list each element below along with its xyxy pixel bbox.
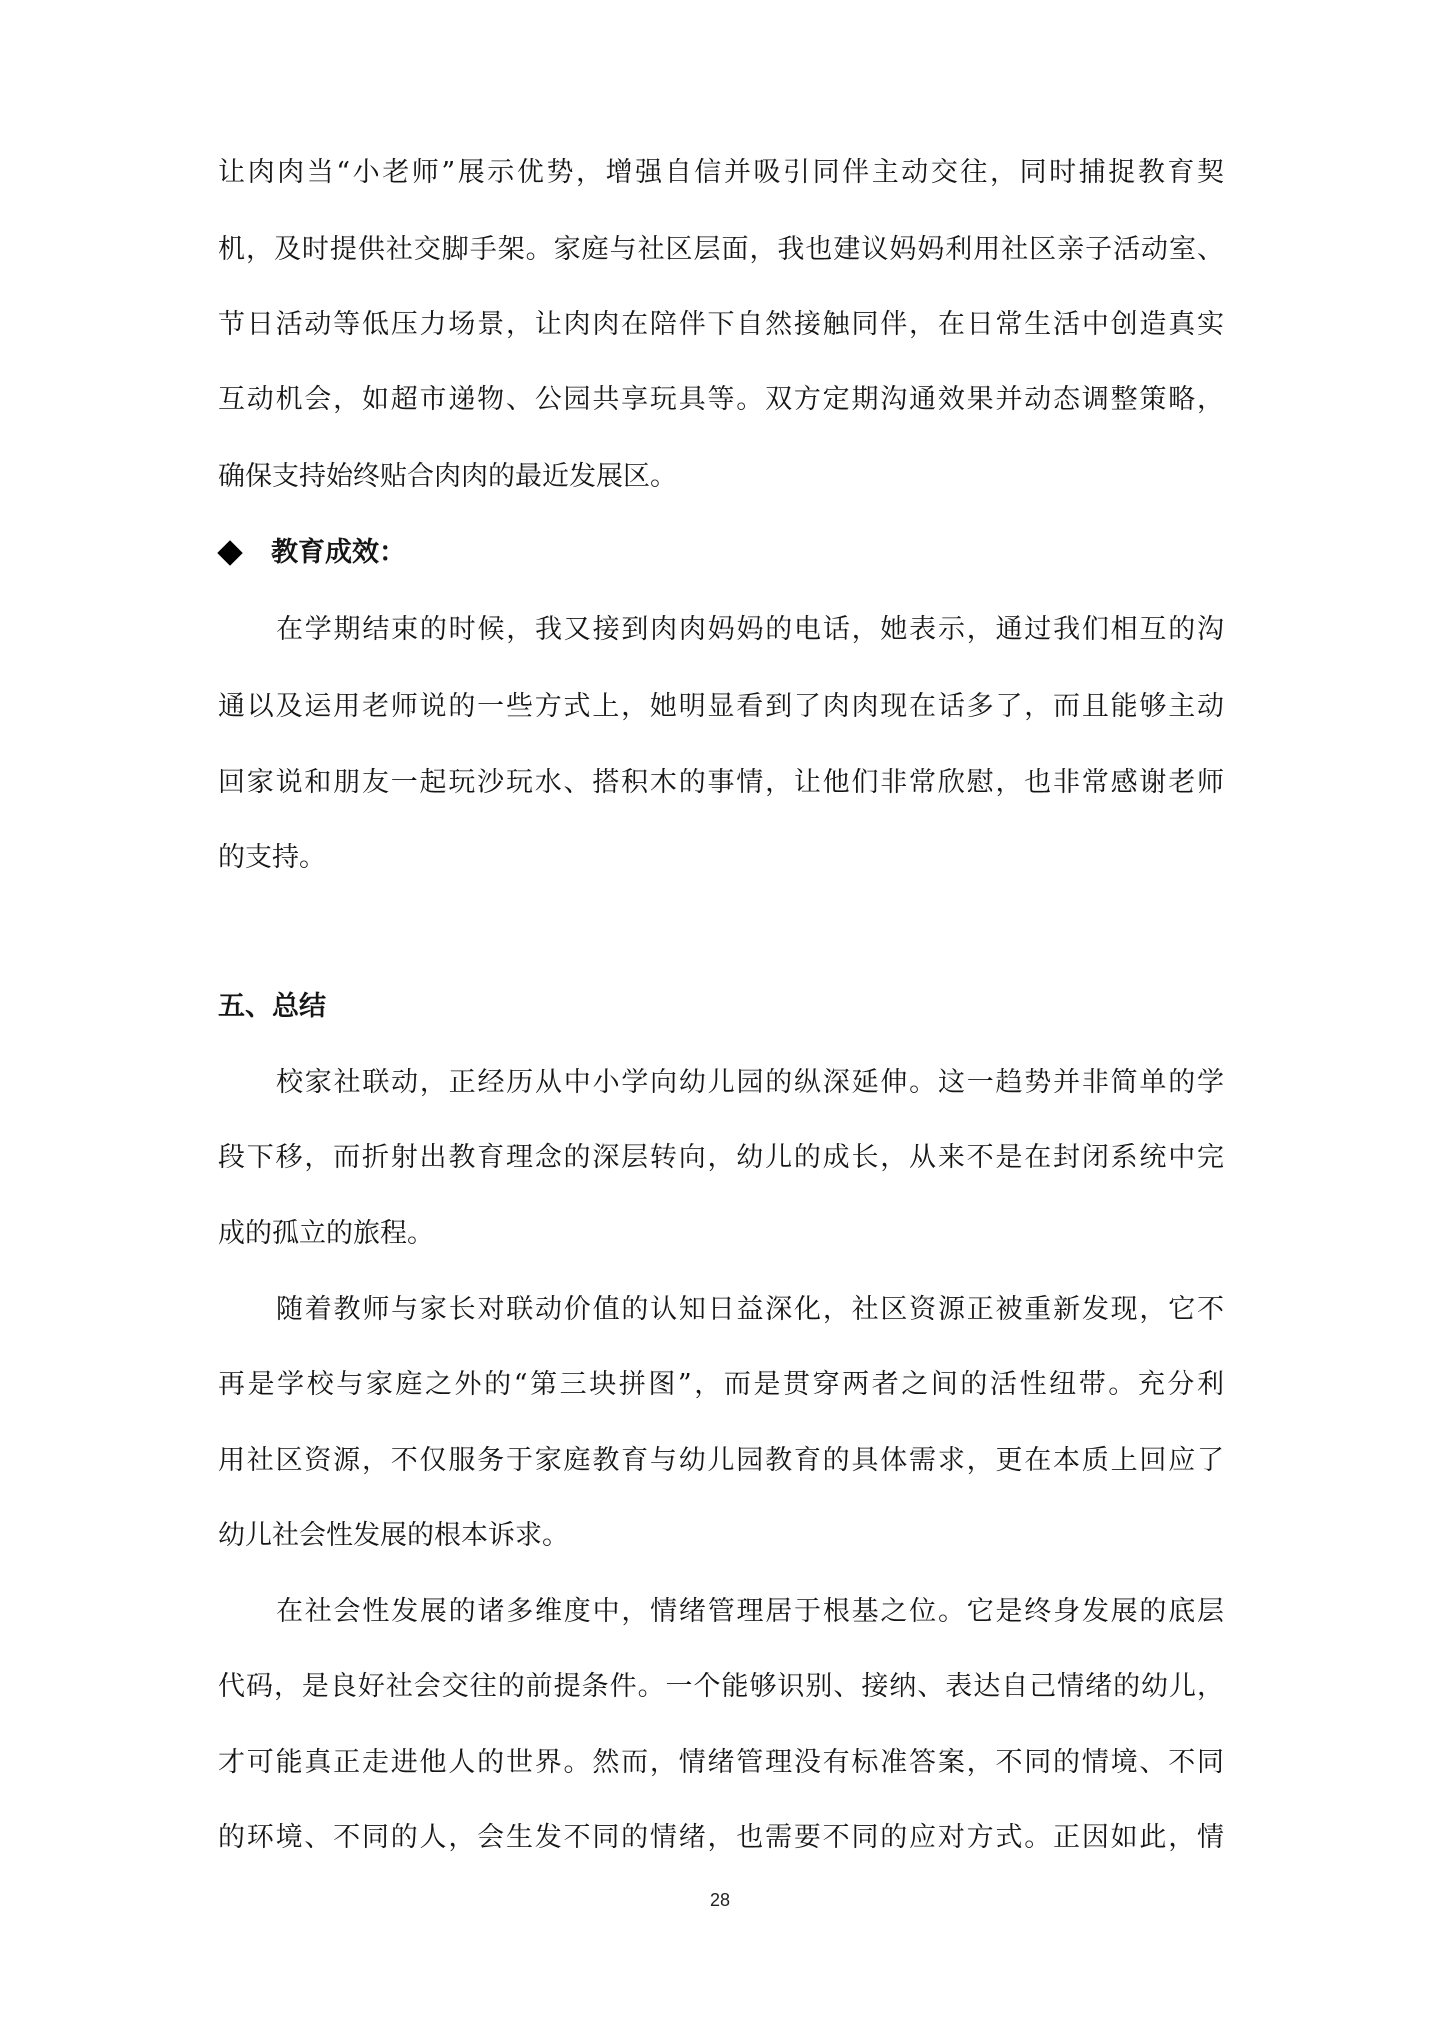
paragraph-line: 代码，是良好社会交往的前提条件。一个能够识别、接纳、表达自己情绪的幼儿， — [218, 1671, 1224, 1702]
paragraph-line: 的支持。 — [218, 842, 326, 873]
paragraph-line: 段下移，而折射出教育理念的深层转向，幼儿的成长，从来不是在封闭系统中完 — [218, 1142, 1224, 1173]
paragraph-line: 幼儿社会性发展的根本诉求。 — [218, 1520, 569, 1551]
paragraph-line: 节日活动等低压力场景，让肉肉在陪伴下自然接触同伴，在日常生活中创造真实 — [218, 309, 1224, 340]
paragraph-line: 用社区资源，不仅服务于家庭教育与幼儿园教育的具体需求，更在本质上回应了 — [218, 1445, 1224, 1476]
paragraph-line: 的环境、不同的人，会生发不同的情绪，也需要不同的应对方式。正因如此，情 — [218, 1822, 1224, 1853]
paragraph-line: 成的孤立的旅程。 — [218, 1218, 434, 1249]
paragraph-line: 回家说和朋友一起玩沙玩水、搭积木的事情，让他们非常欣慰，也非常感谢老师 — [218, 767, 1224, 798]
paragraph-line: 互动机会，如超市递物、公园共享玩具等。双方定期沟通效果并动态调整策略， — [218, 384, 1224, 415]
page-number: 28 — [709, 1890, 731, 1910]
paragraph-line: 通以及运用老师说的一些方式上，她明显看到了肉肉现在话多了，而且能够主动 — [218, 691, 1224, 722]
section-heading: 五、总结 — [218, 991, 326, 1022]
black-diamond-icon — [217, 540, 242, 565]
paragraph-line: 随着教师与家长对联动价值的认知日益深化，社区资源正被重新发现，它不 — [276, 1294, 1224, 1325]
paragraph-line: 在学期结束的时候，我又接到肉肉妈妈的电话，她表示，通过我们相互的沟 — [276, 614, 1224, 645]
paragraph-line: 在社会性发展的诸多维度中，情绪管理居于根基之位。它是终身发展的底层 — [276, 1596, 1224, 1627]
paragraph-line: 确保支持始终贴合肉肉的最近发展区。 — [218, 461, 677, 492]
paragraph-line: 机，及时提供社交脚手架。家庭与社区层面，我也建议妈妈利用社区亲子活动室、 — [218, 234, 1224, 265]
paragraph-line: 才可能真正走进他人的世界。然而，情绪管理没有标准答案，不同的情境、不同 — [218, 1747, 1224, 1778]
bullet-heading-label: 教育成效： — [271, 537, 406, 568]
paragraph-line: 让肉肉当“小老师”展示优势，增强自信并吸引同伴主动交往，同时捕捉教育契 — [218, 157, 1224, 188]
paragraph-line: 校家社联动，正经历从中小学向幼儿园的纵深延伸。这一趋势并非简单的学 — [276, 1067, 1224, 1098]
paragraph-line: 再是学校与家庭之外的“第三块拼图”，而是贯穿两者之间的活性纽带。充分利 — [218, 1369, 1224, 1400]
bullet-heading — [218, 533, 406, 573]
